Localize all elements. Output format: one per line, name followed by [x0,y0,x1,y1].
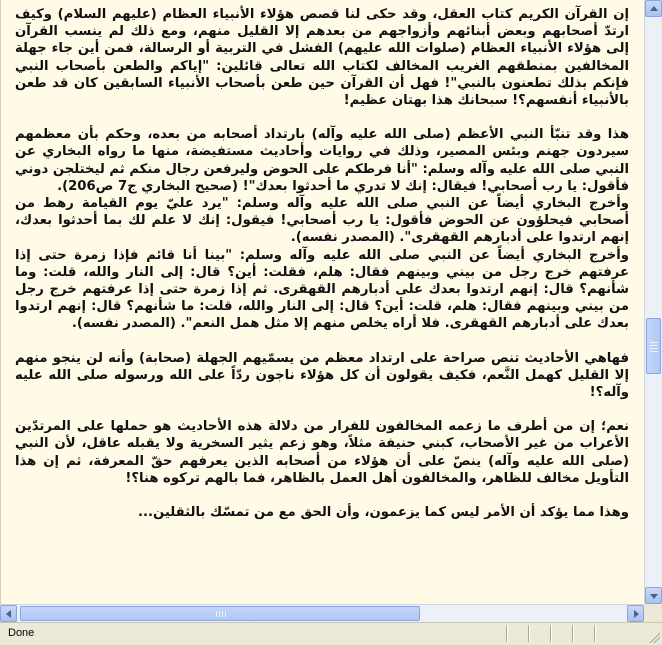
vertical-scrollbar[interactable] [644,0,662,604]
paragraph: هذا وقد تنبّأ النبي الأعظم (صلى الله عليه وآله) بارتداد أصحابه من بعده، وحكم بأن معظمهم سيردون جهنم وبئس المصير، وذلك في روايات وأحاديث مستفيضة، منها ما رواه البخاري عن النبي صلى الله عليه وآله وسلم: "أنا فرطكم على الحوض وليرفعن رجال منكم ثم ليختلجن دوني فأقول: يا رب أصحابي! فيقال: إنك لا تدري ما أحدثوا بعدك"! (صحيح البخاري ج7 ص206). [15,127,629,194]
horizontal-scrollbar[interactable] [0,604,644,622]
grip-line [650,351,658,352]
grip-line [225,611,226,617]
chevron-up-icon [650,6,658,11]
chevron-left-icon [6,610,11,618]
grip-line [650,342,658,343]
scroll-right-button[interactable] [627,605,644,622]
status-divider [594,625,596,642]
status-divider [572,625,574,642]
paragraph: فهاهي الأحاديث تنص صراحة على ارتداد معظم من يسمّيهم الجهلة (صحابة) وأنه لن ينجو منهم إلا القليل كهمل النَّعم، فكيف يقولون أن كل هؤلاء ناجون ردّاً على الله ورسوله صلى الله عليه وآله؟! [15,350,629,401]
resize-grip-icon[interactable] [648,631,660,643]
paragraph: نعم؛ إن من أطرف ما زعمه المخالفون للفرار من دلالة هذه الأحاديث هو حملها على المرتدّين الأعراب من غير الأصحاب، كبني حنيفة مثلاً، وهو زعم يثير السخرية ولا يقبله عاقل، لأن النبي (صلى الله عليه وآله) ينصّ على أن هؤلاء من أصحابه الذين يعرفهم حقّ المعرفة، ثم إن هذا التأويل مخالف للظاهر، والمخالفون أهل العمل بالظاهر، فما بالهم تركوه هنا؟! [15,419,629,486]
paragraph: وهذا مما يؤكد أن الأمر ليس كما يزعمون، وأن الحق مع من تمسّك بالثقلين... [137,505,629,521]
paragraph: إن القرآن الكريم كتاب العقل، وقد حكى لنا قصص هؤلاء الأنبياء العظام (عليهم السلام) وكيف ارتدّ أصحابهم وبعض أبنائهم وأزواجهم من بعدهم إلا القليل منهم، ومع ذلك لم ينسب القرآن إلى هؤلاء الأنبياء العظام (صلوات الله عليهم) الفشل في التربية أو الرسالة، فمن أين جاء جهلة المخالفين بمنطقهم الغريب المخالف لكتاب الله تعالى قائلين: "إياكم والطعن بأصحاب النبي فإنكم بذلك تطعنون بالنبي"! فهل أن القرآن حين طعن بأصحاب الأنبياء السابقين كان قد طعن بالأنبياء أنفسهم؟! سبحانك هذا بهتان عظيم! [15,7,629,109]
status-divider [528,625,530,642]
paragraph: وأخرج البخاري أيضاً عن النبي صلى الله عليه وآله وسلم: "بينا أنا قائم فإذا زمرة حتى إذا عرفتهم خرج رجل من بيني وبينهم فقال: هلم، فقلت: أين؟ قال: إلى النار والله، قلت: وما شأنهم؟ قال: إنهم ارتدوا بعدك على أدبارهم القهقرى. ثم إذا زمرة حتى إذا عرفتهم خرج رجل من بيني وبينهم فقال: هلم، قلت: أين؟ قال: إلى النار والله، قلت: ما شأنهم؟ قال: إنهم ارتدوا بعدك على أدبارهم القهقرى. فلا أراه يخلص منهم إلا مثل همل النعم". (المصدر نفسه). [15,247,629,332]
scrollbar-corner [644,604,662,622]
horizontal-scroll-thumb[interactable] [20,606,420,621]
scroll-down-button[interactable] [645,587,662,604]
chevron-right-icon [634,610,639,618]
grip-line [650,345,658,346]
status-divider [550,625,552,642]
grip-line [216,611,217,617]
grip-line [222,611,223,617]
chevron-down-icon [650,594,658,599]
scroll-up-button[interactable] [645,0,662,17]
status-divider [506,625,508,642]
article-text [15,6,629,538]
grip-line [650,348,658,349]
vertical-scroll-thumb[interactable] [646,318,661,374]
paragraph: وأخرج البخاري أيضاً عن النبي صلى الله عليه وآله وسلم: "يرد عليّ يوم القيامة رهط من أصحابي فيحلؤون عن الحوض فأقول: يا رب أصحابي! فيقول: إنك لا علم لك بما أحدثوا بعدك، إنهم ارتدوا على أدبارهم القهقرى". (المصدر نفسه). [15,196,629,246]
grip-line [219,611,220,617]
status-bar [0,622,662,645]
status-text: Done [8,627,35,639]
scroll-left-button[interactable] [0,605,17,622]
